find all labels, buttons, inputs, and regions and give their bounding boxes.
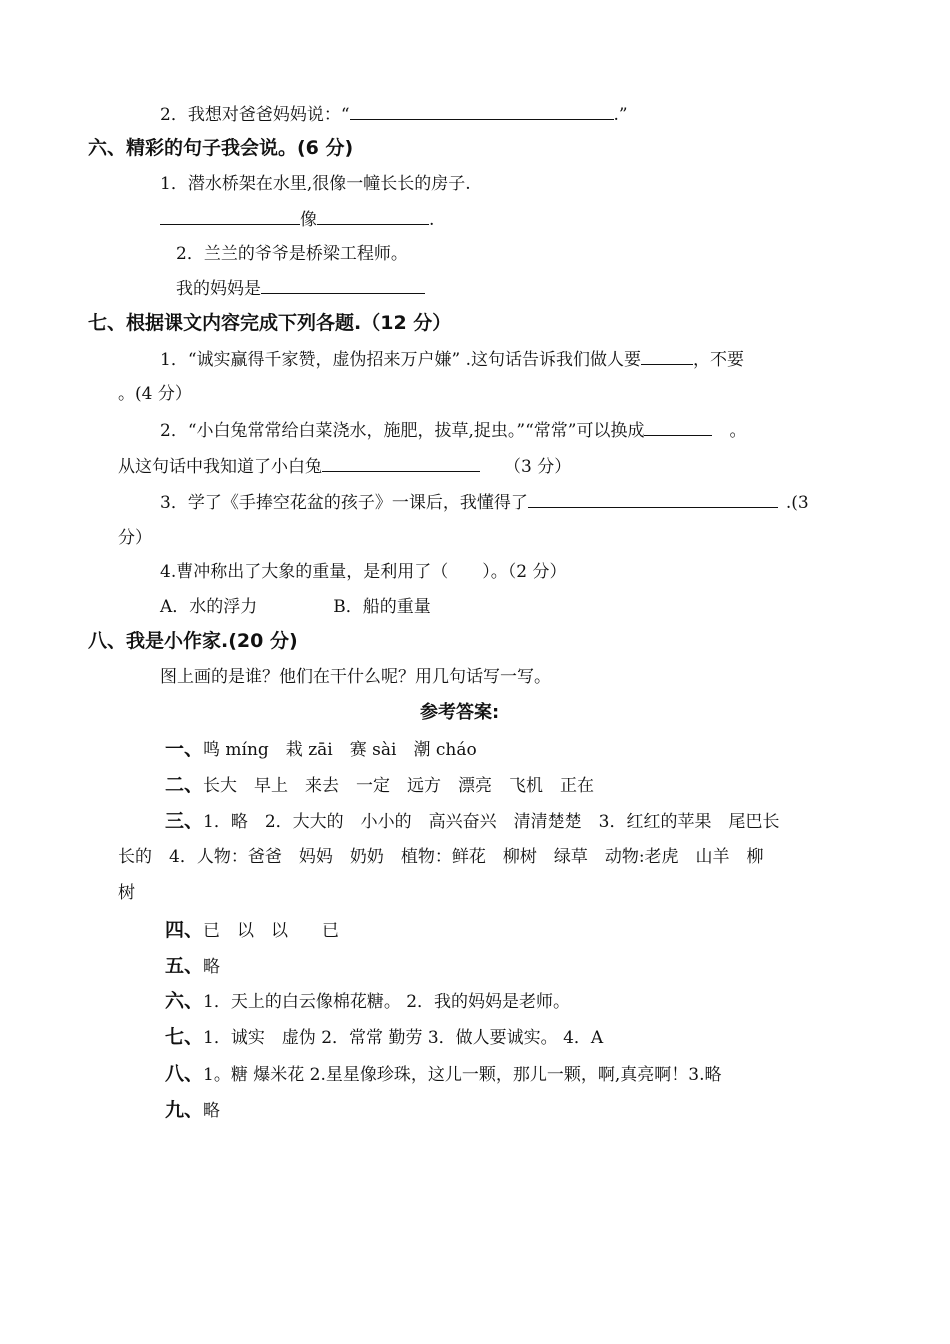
answer-2 [165, 774, 594, 797]
answer-3 [165, 810, 779, 833]
answer-6-text: 1．天上的白云像棉花糖。 2．我的妈妈是老师。 [203, 992, 571, 1012]
answer-2-label: 二、 [165, 774, 204, 796]
s6-q2-blank[interactable] [261, 277, 425, 294]
s7-q4-options [160, 596, 431, 618]
q5-2-blank[interactable] [350, 103, 614, 120]
s6-q1-answer-line [160, 208, 434, 231]
s7-q4: 4.曹冲称出了大象的重量，是利用了（ ）。（2 分） [160, 562, 567, 582]
s7-q4-option-a[interactable]: A．水的浮力 [160, 597, 258, 617]
answer-9-label: 九、 [165, 1099, 204, 1121]
answer-8 [165, 1063, 721, 1086]
q5-2-prefix: 2．我想对爸爸妈妈说：“ [160, 105, 350, 125]
answer-4-text: 已 以 以 已 [203, 921, 340, 941]
answer-8-label: 八、 [165, 1063, 204, 1085]
s7-q2-line [160, 419, 746, 442]
s7-q1-text-b: ，不要 [693, 350, 745, 370]
s7-q3-blank[interactable] [528, 491, 778, 508]
s7-q2-blank-1[interactable] [644, 419, 712, 436]
answer-9 [165, 1099, 220, 1122]
answer-3-text-1: 1．略 2．大大的 小小的 高兴奋兴 清清楚楚 3．红红的苹果 尾巴长 [203, 812, 780, 832]
answer-1-text: 鸣 míng 栽 zāi 赛 sài 潮 cháo [203, 740, 477, 760]
s7-q2-points: （3 分） [504, 457, 572, 477]
section-6-heading: 六、精彩的句子我会说。(6 分) [88, 137, 354, 159]
s7-q1-line [160, 348, 744, 371]
answer-1 [165, 738, 477, 761]
answer-3-line-2: 长的 4．人物：爸爸 妈妈 奶奶 植物：鲜花 柳树 绿草 动物:老虎 山羊 柳 [118, 847, 764, 867]
answer-6 [165, 990, 570, 1013]
s6-q1: 1．潜水桥架在水里,很像一幢长长的房子. [160, 174, 471, 194]
answer-3-line-3: 树 [118, 883, 135, 903]
s6-q1-blank-1[interactable] [160, 208, 300, 225]
q5-2-suffix: .” [613, 105, 628, 125]
answer-8-text: 1。糖 爆米花 2.星星像珍珠，这儿一颗，那儿一颗，啊,真亮啊！3.略 [203, 1065, 722, 1085]
s6-q2-prompt: 我的妈妈是 [176, 279, 261, 299]
answer-5-label: 五、 [165, 955, 204, 977]
s6-q1-end: . [429, 210, 435, 230]
answer-7-label: 七、 [165, 1026, 204, 1048]
s7-q2-blank-2[interactable] [322, 455, 480, 472]
section-7-heading: 七、根据课文内容完成下列各题.（12 分） [88, 312, 452, 334]
answer-5 [165, 955, 220, 978]
q5-2-line [160, 103, 628, 126]
s7-q2-text: 2．“小白兔常常给白菜浇水，施肥，拔草,捉虫。”“常常”可以换成 [160, 421, 645, 441]
s6-q2: 2．兰兰的爷爷是桥梁工程师。 [176, 244, 408, 264]
s6-q1-mid: 像 [300, 210, 317, 230]
s7-q1-blank[interactable] [641, 348, 693, 365]
s7-q2-line-2 [118, 455, 571, 478]
s7-q3-text: 3．学了《手捧空花盆的孩子》一课后，我懂得了 [160, 493, 528, 513]
answers-title: 参考答案: [420, 702, 500, 723]
section-8-heading: 八、我是小作家.(20 分) [88, 630, 298, 652]
s7-q2-text-b: 。 [729, 421, 747, 441]
answer-1-label: 一、 [165, 738, 204, 760]
answer-4 [165, 919, 339, 942]
answer-9-text: 略 [203, 1101, 221, 1121]
s7-q4-option-b[interactable]: B．船的重量 [333, 597, 431, 617]
s7-q1-points: 。(4 分） [118, 384, 192, 404]
answer-2-text: 长大 早上 来去 一定 远方 漂亮 飞机 正在 [203, 776, 595, 796]
answer-6-label: 六、 [165, 990, 204, 1012]
s6-q1-blank-2[interactable] [317, 208, 429, 225]
s6-q2-answer-line [176, 277, 425, 300]
answer-3-label: 三、 [165, 810, 204, 832]
s7-q3-line [160, 491, 809, 514]
s7-q3-points-a: .(3 [785, 493, 809, 513]
answer-4-label: 四、 [165, 919, 204, 941]
answer-7-text: 1．诚实 虚伪 2．常常 勤劳 3．做人要诚实。 4．A [203, 1028, 604, 1048]
s7-q2-text-c: 从这句话中我知道了小白兔 [118, 457, 322, 477]
s7-q1-text: 1．“诚实赢得千家赞，虚伪招来万户嫌” .这句话告诉我们做人要 [160, 350, 642, 370]
answer-7 [165, 1026, 603, 1049]
s7-q3-points-b: 分） [118, 528, 152, 548]
answer-5-text: 略 [203, 957, 221, 977]
s8-prompt: 图上画的是谁？他们在干什么呢？用几句话写一写。 [160, 667, 551, 687]
